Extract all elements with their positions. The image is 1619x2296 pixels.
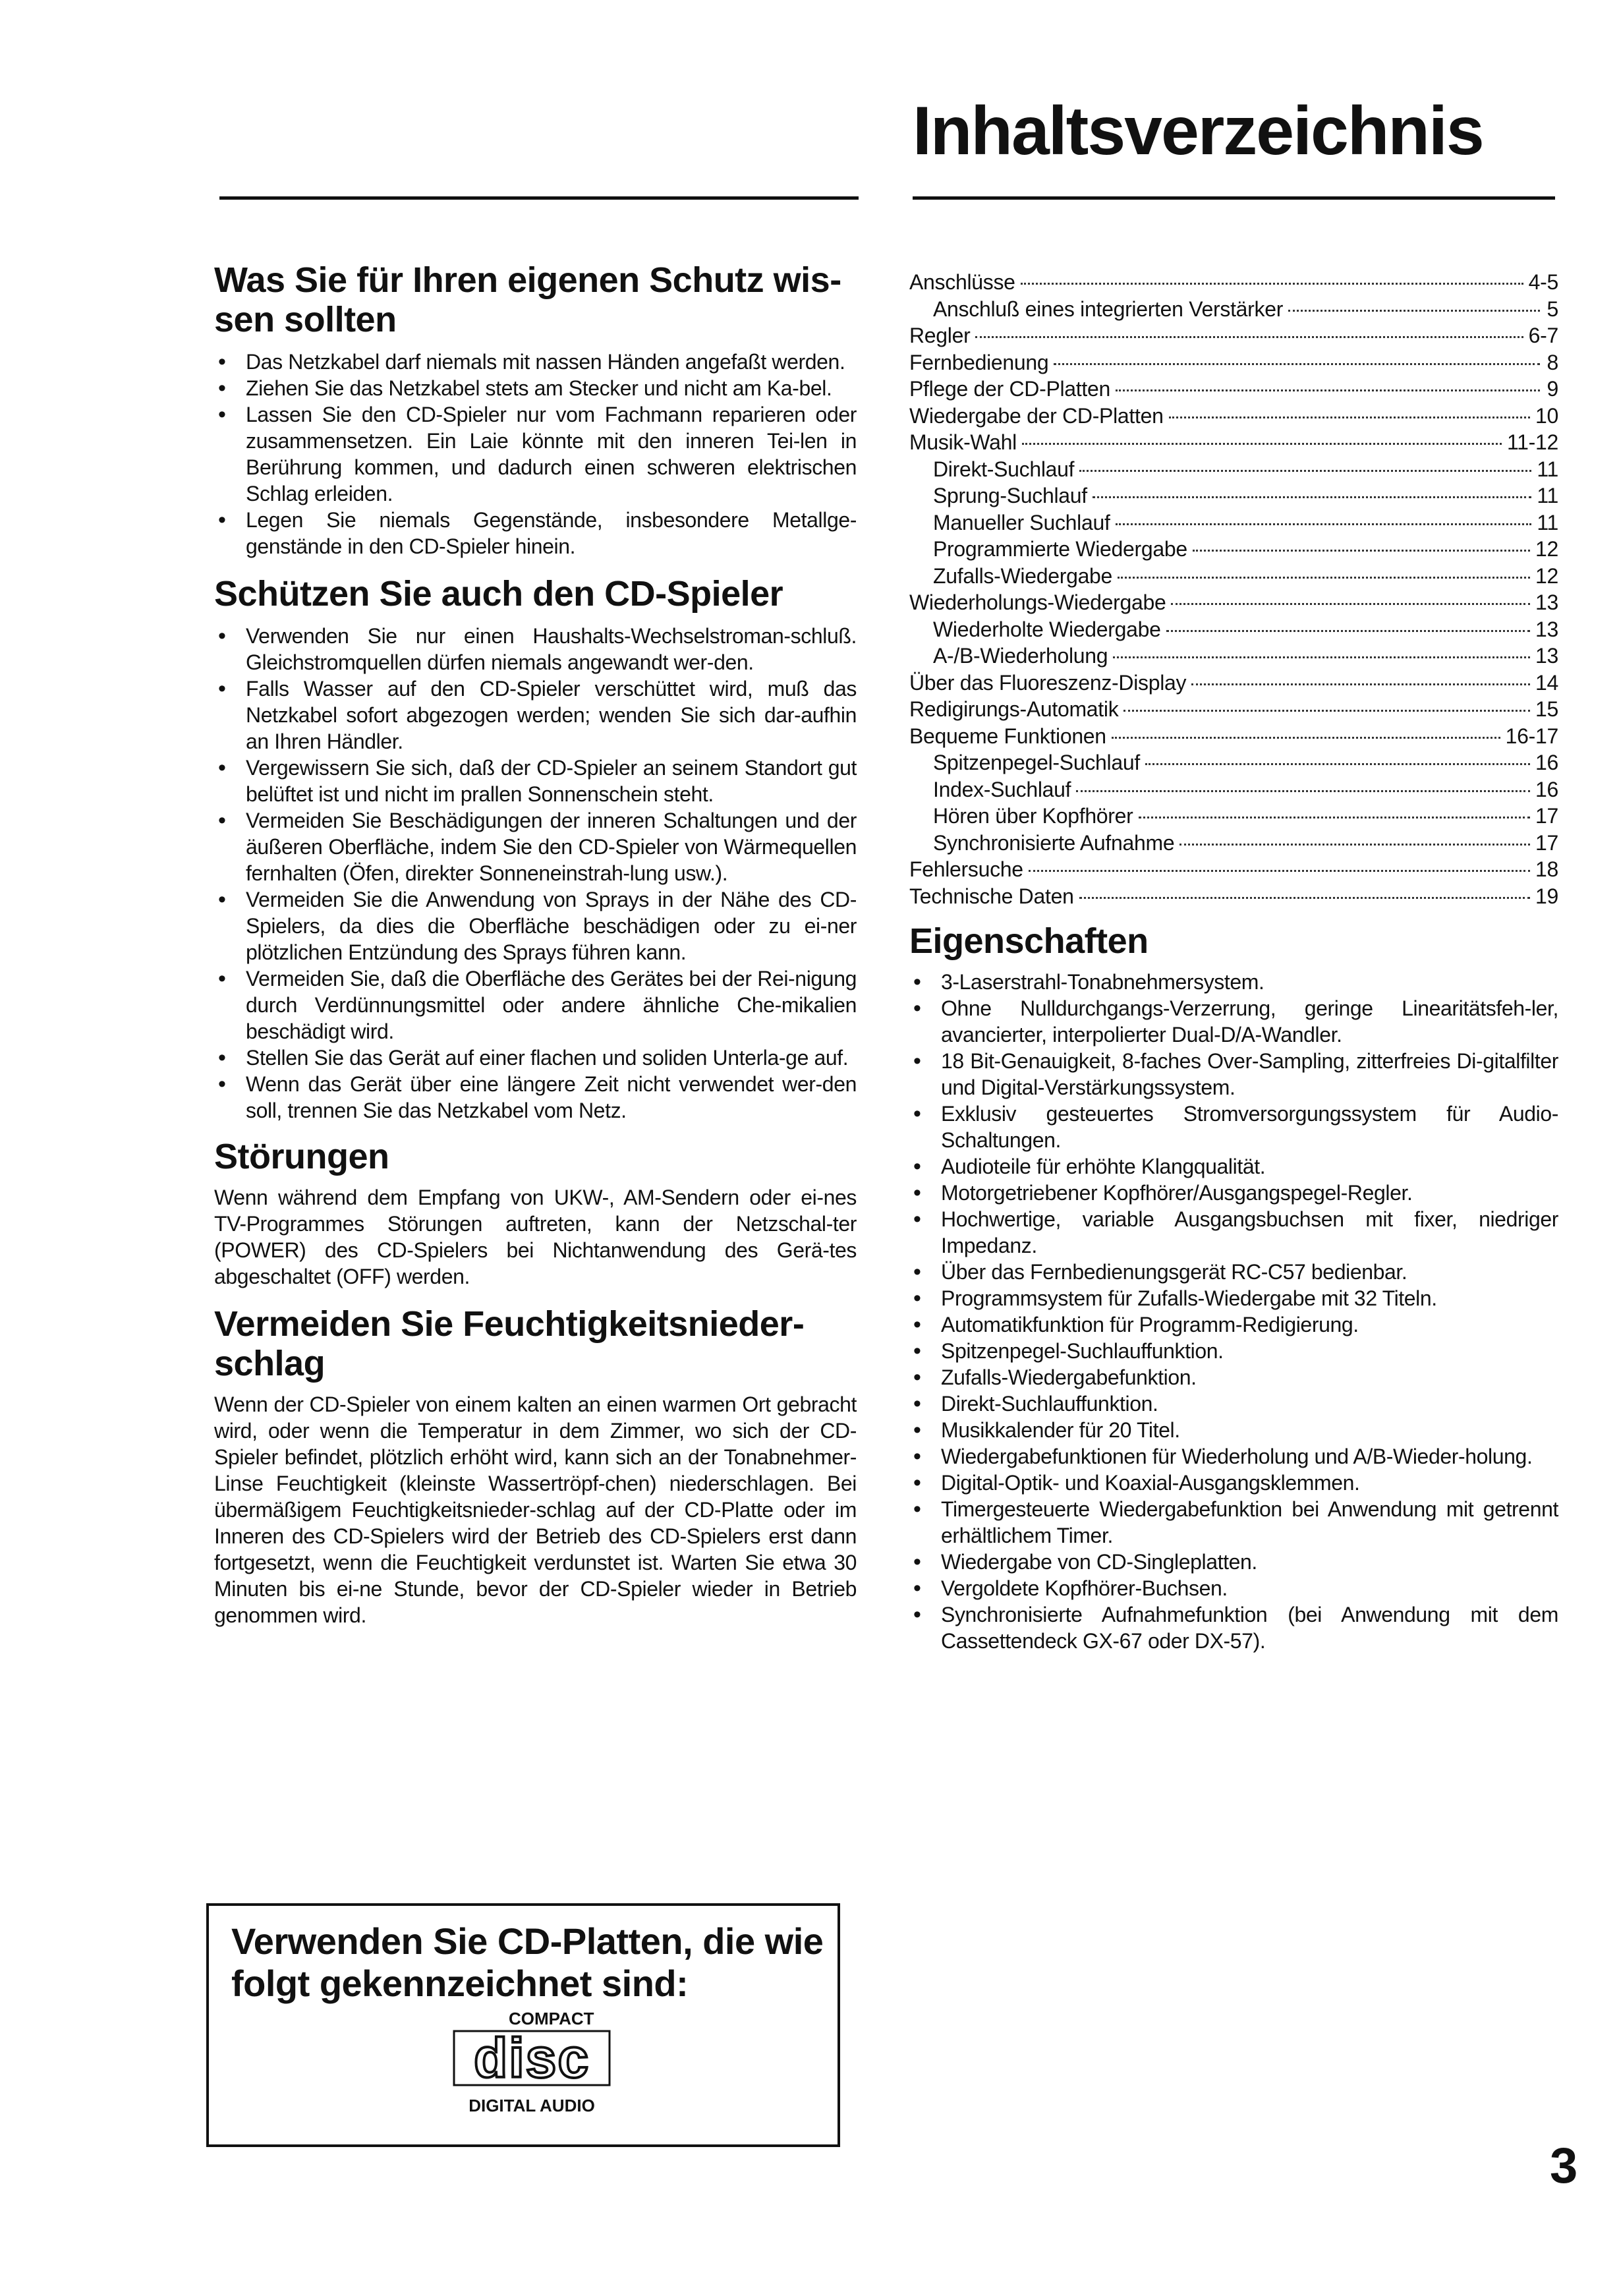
list-item: • Vermeiden Sie Beschädigungen der inneren Schaltungen und der äußeren Oberfläche, indem Sie den CD-Spieler von Wärmequellen fernhalten (Öfen, direkter Sonneneinstrah-lung usw.). <box>214 807 857 886</box>
toc-entry: Anschluß eines integrierten Verstärker 5 <box>933 297 1558 321</box>
toc-entry: Sprung-Suchlauf 11 <box>933 484 1558 507</box>
toc-entry: Direkt-Suchlauf 11 <box>933 457 1558 481</box>
list-item: • Spitzenpegel-Suchlauffunktion. <box>909 1338 1558 1364</box>
toc-entry: Bequeme Funktionen 16-17 <box>909 724 1558 748</box>
toc-entry: Index-Suchlauf 16 <box>933 777 1558 801</box>
toc-entry: Wiederholungs-Wiedergabe 13 <box>909 590 1558 614</box>
interference-heading: Störungen <box>214 1137 389 1176</box>
list-item: • Ziehen Sie das Netzkabel stets am Stecker und nicht am Ka-bel. <box>214 375 857 401</box>
condensation-section <box>214 1304 857 1628</box>
list-item: • Vermeiden Sie die Anwendung von Sprays in der Nähe des CD-Spielers, da dies die Oberfläche beschädigen oder zu ei-ner plötzlichen Entzündung des Sprays führen kann. <box>214 886 857 965</box>
list-item: • 3-Laserstrahl-Tonabnehmersystem. <box>909 969 1558 995</box>
list-item: • Ohne Nulldurchgangs-Verzerrung, geringe Linearitätsfeh-ler, avancierter, interpolierter Dual-D/A-Wandler. <box>909 995 1558 1048</box>
list-item: • Verwenden Sie nur einen Haushalts-Wechselstroman-schluß. Gleichstromquellen dürfen niemals angewandt wer-den. <box>214 623 857 675</box>
list-item: • Wenn das Gerät über eine längere Zeit nicht verwendet wer-den soll, trennen Sie das Netzkabel vom Netz. <box>214 1071 857 1124</box>
toc-entry: Hören über Kopfhörer 17 <box>933 804 1558 828</box>
list-item: • Wiedergabe von CD-Singleplatten. <box>909 1549 1558 1575</box>
list-item: • Vergewissern Sie sich, daß der CD-Spieler an seinem Standort gut belüftet ist und nicht im prallen Sonnenschein steht. <box>214 755 857 807</box>
list-item: • Das Netzkabel darf niemals mit nassen Händen angefaßt werden. <box>214 349 857 375</box>
features-list <box>909 969 1558 1654</box>
features-heading: Eigenschaften <box>909 921 1149 961</box>
safety-section <box>214 260 857 560</box>
list-item: • Exklusiv gesteuertes Stromversorgungssystem für Audio-Schaltungen. <box>909 1101 1558 1153</box>
interference-section <box>214 1137 857 1290</box>
player-protection-heading: Schützen Sie auch den CD-Spieler <box>214 574 783 614</box>
features-section <box>909 921 1558 1654</box>
list-item: • Motorgetriebener Kopfhörer/Ausgangspegel-Regler. <box>909 1180 1558 1206</box>
list-item: • Über das Fernbedienungsgerät RC-C57 bedienbar. <box>909 1259 1558 1285</box>
right-column <box>909 269 1558 1654</box>
page-number: 3 <box>1550 2138 1578 2194</box>
left-column <box>214 260 857 1628</box>
toc-entry: Synchronisierte Aufnahme 17 <box>933 830 1558 855</box>
list-item: • Musikkalender für 20 Titel. <box>909 1417 1558 1443</box>
compact-disc-logo <box>446 2006 617 2125</box>
condensation-heading: Vermeiden Sie Feuchtigkeitsnieder-schlag <box>214 1304 805 1383</box>
table-of-contents <box>909 269 1558 909</box>
list-item: • Timergesteuerte Wiedergabefunktion bei Anwendung mit getrennt erhältlichem Timer. <box>909 1496 1558 1549</box>
toc-entry: Wiederholte Wiedergabe 13 <box>933 617 1558 641</box>
condensation-text: Wenn der CD-Spieler von einem kalten an einen warmen Ort gebracht wird, oder wenn die Temperatur in dem Zimmer, wo sich der CD-Spieler befindet, plötzlich erhöht wird, kann sich an der Tonabnehmer-Linse Feuchtigkeit (kleinste Wassertröpf-chen) niederschlagen. Bei übermäßigem Feuchtigkeitsnieder-schlag auf der CD-Platte oder im Inneren des CD-Spielers wird der Betrieb des CD-Spielers erst dann fortgesetzt, wenn die Feuchtigkeit verdunstet ist. Warten Sie etwa 30 Minuten bis ei-ne Stunde, bevor der CD-Spieler wieder in Betrieb genommen wird. <box>214 1392 857 1627</box>
toc-entry: Manueller Suchlauf 11 <box>933 510 1558 534</box>
list-item: • Stellen Sie das Gerät auf einer flachen und soliden Unterla-ge auf. <box>214 1045 857 1071</box>
list-item: • Falls Wasser auf den CD-Spieler verschüttet wird, muß das Netzkabel sofort abgezogen werden; wenden Sie sich dar-aufhin an Ihren Händler. <box>214 675 857 755</box>
toc-entry: Spitzenpegel-Suchlauf 16 <box>933 751 1558 774</box>
toc-entry: Fernbedienung 8 <box>909 350 1558 374</box>
safety-heading: Was Sie für Ihren eigenen Schutz wis-sen sollten <box>214 260 841 339</box>
list-item: • Lassen Sie den CD-Spieler nur vom Fachmann reparieren oder zusammensetzen. Ein Laie könnte mit den inneren Tei-len in Berührung kommen, und dadurch einen schweren elektrischen Schlag erleiden. <box>214 401 857 507</box>
list-item: • Synchronisierte Aufnahmefunktion (bei Anwendung mit dem Cassettendeck GX-67 oder DX-57). <box>909 1601 1558 1654</box>
toc-entry: Wiedergabe der CD-Platten 10 <box>909 403 1558 428</box>
toc-entry: A-/B-Wiederholung 13 <box>933 644 1558 668</box>
toc-entry: Programmierte Wiedergabe 12 <box>933 537 1558 561</box>
toc-entry: Regler 6-7 <box>909 324 1558 347</box>
list-item: • Zufalls-Wiedergabefunktion. <box>909 1364 1558 1391</box>
list-item: • Vergoldete Kopfhörer-Buchsen. <box>909 1575 1558 1601</box>
toc-entry: Redigirungs-Automatik 15 <box>909 697 1558 721</box>
interference-text: Wenn während dem Empfang von UKW-, AM-Sendern oder ei-nes TV-Programmes Störungen auftreten, kann der Netzschal-ter (POWER) des CD-Spielers bei Nichtanwendung des Gerä-tes abgeschaltet (OFF) werden. <box>214 1186 857 1288</box>
toc-entry: Technische Daten 19 <box>909 884 1558 908</box>
toc-entry: Pflege der CD-Platten 9 <box>909 377 1558 401</box>
header-rule-right <box>913 196 1555 200</box>
player-protection-list <box>214 623 857 1124</box>
page-title: Inhaltsverzeichnis <box>913 93 1483 169</box>
safety-list <box>214 349 857 560</box>
logo-disc-text: disc <box>473 2027 590 2089</box>
header-rule-left <box>219 196 859 200</box>
list-item: • Programmsystem für Zufalls-Wiedergabe mit 32 Titeln. <box>909 1285 1558 1311</box>
toc-entry: Fehlersuche 18 <box>909 857 1558 881</box>
list-item: • Direkt-Suchlauffunktion. <box>909 1391 1558 1417</box>
list-item: • Wiedergabefunktionen für Wiederholung und A/B-Wieder-holung. <box>909 1443 1558 1470</box>
list-item: • Automatikfunktion für Programm-Redigierung. <box>909 1311 1558 1338</box>
list-item: • 18 Bit-Genauigkeit, 8-faches Over-Sampling, zitterfreies Di-gitalfilter und Digital-Verstärkungssystem. <box>909 1048 1558 1101</box>
player-protection-section <box>214 574 857 1124</box>
toc-entry: Musik-Wahl 11-12 <box>909 430 1558 454</box>
toc-entry: Anschlüsse 4-5 <box>909 270 1558 294</box>
list-item: • Legen Sie niemals Gegenstände, insbesondere Metallge-genstände in den CD-Spieler hinein. <box>214 507 857 560</box>
cd-notice-box <box>206 1903 840 2147</box>
cd-notice-heading: Verwenden Sie CD-Platten, die wie folgt gekennzeichnet sind: <box>231 1920 824 2004</box>
list-item: • Vermeiden Sie, daß die Oberfläche des Gerätes bei der Rei-nigung durch Verdünnungsmittel oder andere ähnliche Che-mikalien beschädigt wird. <box>214 965 857 1045</box>
list-item: • Hochwertige, variable Ausgangsbuchsen mit fixer, niedriger Impedanz. <box>909 1206 1558 1259</box>
toc-entry: Zufalls-Wiedergabe 12 <box>933 563 1558 588</box>
toc-entry: Über das Fluoreszenz-Display 14 <box>909 670 1558 695</box>
list-item: • Audioteile für erhöhte Klangqualität. <box>909 1153 1558 1180</box>
logo-compact-text: COMPACT <box>509 2009 594 2028</box>
logo-digital-audio-text: DIGITAL AUDIO <box>469 2096 595 2115</box>
list-item: • Digital-Optik- und Koaxial-Ausgangsklemmen. <box>909 1470 1558 1496</box>
